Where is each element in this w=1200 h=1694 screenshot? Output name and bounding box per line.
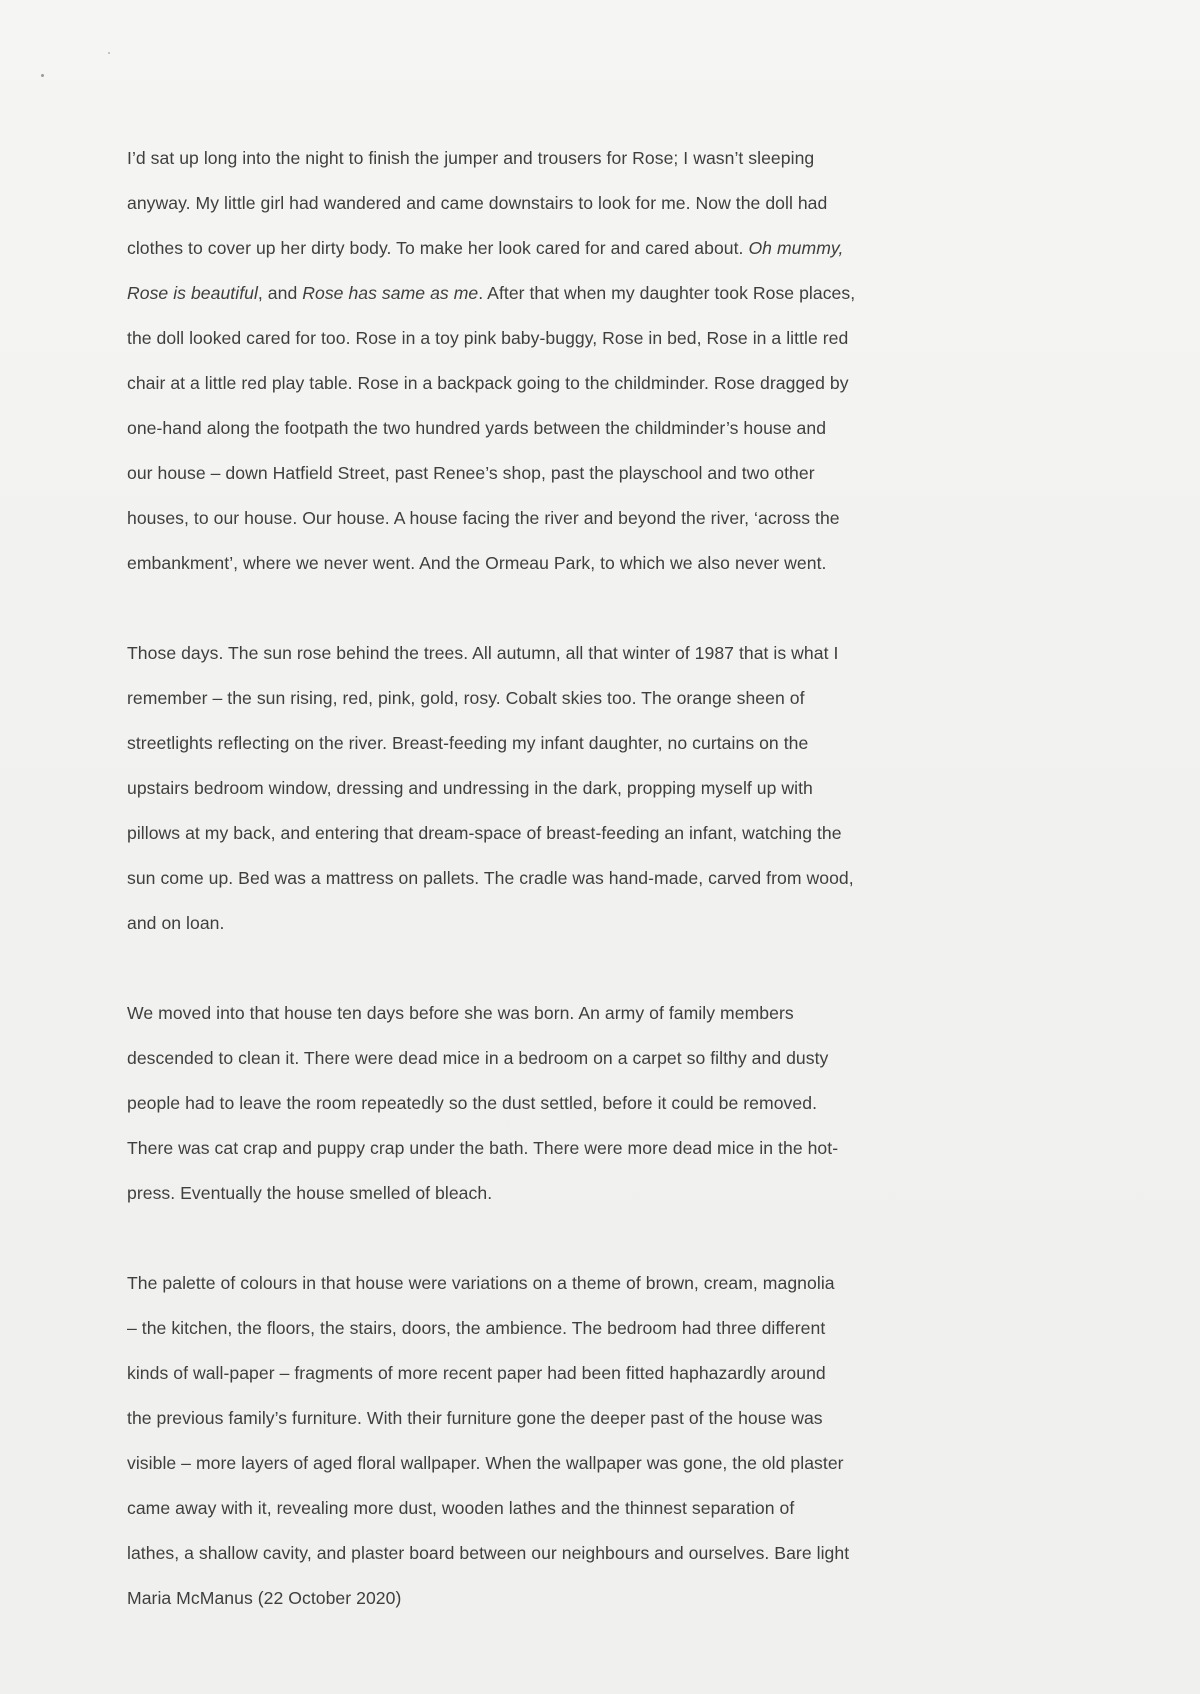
- text-segment: lathes, a shallow cavity, and plaster board between our neighbours and ourselves. Bare light: [127, 1543, 850, 1563]
- text-segment: The palette of colours in that house were variations on a theme of brown, cream, magnolia: [127, 1273, 835, 1293]
- text-segment: Rose has same as me: [302, 283, 479, 303]
- text-line: [127, 541, 1067, 586]
- scan-speck: [41, 74, 44, 77]
- text-line: [127, 1306, 1067, 1351]
- text-line: [127, 361, 1067, 406]
- text-segment: our house – down Hatfield Street, past Renee’s shop, past the playschool and two other: [127, 463, 815, 483]
- paragraph-1: [127, 136, 1067, 586]
- text-line: [127, 1261, 1067, 1306]
- text-segment: sun come up. Bed was a mattress on pallets. The cradle was hand-made, carved from wood,: [127, 868, 854, 888]
- text-line: [127, 1036, 1067, 1081]
- text-line: [127, 496, 1067, 541]
- text-line: [127, 1171, 1067, 1216]
- text-segment: one-hand along the footpath the two hundred yards between the childminder’s house and: [127, 418, 827, 438]
- paragraph-2: [127, 631, 1067, 946]
- text-line: [127, 901, 1067, 946]
- text-line: [127, 676, 1067, 721]
- text-line: [127, 136, 1067, 181]
- text-segment: streetlights reflecting on the river. Breast-feeding my infant daughter, no curtains on the: [127, 733, 809, 753]
- text-segment: clothes to cover up her dirty body. To make her look cared for and cared about.: [127, 238, 749, 258]
- text-line: [127, 766, 1067, 811]
- paragraph-4: [127, 1261, 1067, 1621]
- paragraph-3: [127, 991, 1067, 1216]
- text-line: [127, 1126, 1067, 1171]
- text-segment: kinds of wall-paper – fragments of more recent paper had been fitted haphazardly around: [127, 1363, 826, 1383]
- document-body: [127, 136, 1067, 1621]
- text-segment: press. Eventually the house smelled of bleach.: [127, 1183, 493, 1203]
- text-segment: the previous family’s furniture. With their furniture gone the deeper past of the house was: [127, 1408, 823, 1428]
- text-line: [127, 1576, 1067, 1621]
- text-segment: I’d sat up long into the night to finish the jumper and trousers for Rose; I wasn’t sleeping: [127, 148, 815, 168]
- text-line: [127, 721, 1067, 766]
- text-line: [127, 316, 1067, 361]
- text-segment: visible – more layers of aged floral wallpaper. When the wallpaper was gone, the old plaster: [127, 1453, 844, 1473]
- text-segment: There was cat crap and puppy crap under the bath. There were more dead mice in the hot-: [127, 1138, 839, 1158]
- text-line: [127, 271, 1067, 316]
- text-segment: Rose is beautiful: [127, 283, 258, 303]
- text-segment: pillows at my back, and entering that dream-space of breast-feeding an infant, watching the: [127, 823, 842, 843]
- text-segment: – the kitchen, the floors, the stairs, doors, the ambience. The bedroom had three different: [127, 1318, 826, 1338]
- text-line: [127, 1531, 1067, 1576]
- text-segment: Oh mummy,: [748, 238, 844, 258]
- text-segment: descended to clean it. There were dead mice in a bedroom on a carpet so filthy and dusty: [127, 1048, 829, 1068]
- text-segment: anyway. My little girl had wandered and came downstairs to look for me. Now the doll had: [127, 193, 828, 213]
- text-line: [127, 1486, 1067, 1531]
- text-segment: We moved into that house ten days before she was born. An army of family members: [127, 1003, 794, 1023]
- text-segment: houses, to our house. Our house. A house facing the river and beyond the river, ‘across the: [127, 508, 840, 528]
- text-line: [127, 1441, 1067, 1486]
- text-segment: chair at a little red play table. Rose in a backpack going to the childminder. Rose dragged by: [127, 373, 849, 393]
- text-line: [127, 406, 1067, 451]
- text-line: [127, 811, 1067, 856]
- text-line: [127, 451, 1067, 496]
- text-line: [127, 856, 1067, 901]
- text-line: [127, 1351, 1067, 1396]
- text-segment: embankment’, where we never went. And the Ormeau Park, to which we also never went.: [127, 553, 827, 573]
- text-segment: and on loan.: [127, 913, 225, 933]
- text-segment: , and: [257, 283, 303, 303]
- text-segment: Maria McManus (22 October 2020): [127, 1588, 402, 1608]
- text-segment: the doll looked cared for too. Rose in a toy pink baby-buggy, Rose in bed, Rose in a little red: [127, 328, 849, 348]
- text-line: [127, 991, 1067, 1036]
- text-line: [127, 1081, 1067, 1126]
- text-segment: came away with it, revealing more dust, wooden lathes and the thinnest separation of: [127, 1498, 795, 1518]
- text-segment: remember – the sun rising, red, pink, gold, rosy. Cobalt skies too. The orange sheen of: [127, 688, 805, 708]
- text-segment: . After that when my daughter took Rose places,: [478, 283, 856, 303]
- text-segment: upstairs bedroom window, dressing and undressing in the dark, propping myself up with: [127, 778, 813, 798]
- text-line: [127, 181, 1067, 226]
- text-line: [127, 631, 1067, 676]
- scan-speck: [108, 52, 110, 54]
- text-line: [127, 226, 1067, 271]
- text-segment: Those days. The sun rose behind the trees. All autumn, all that winter of 1987 that is what I: [127, 643, 839, 663]
- text-line: [127, 1396, 1067, 1441]
- text-segment: people had to leave the room repeatedly so the dust settled, before it could be removed.: [127, 1093, 818, 1113]
